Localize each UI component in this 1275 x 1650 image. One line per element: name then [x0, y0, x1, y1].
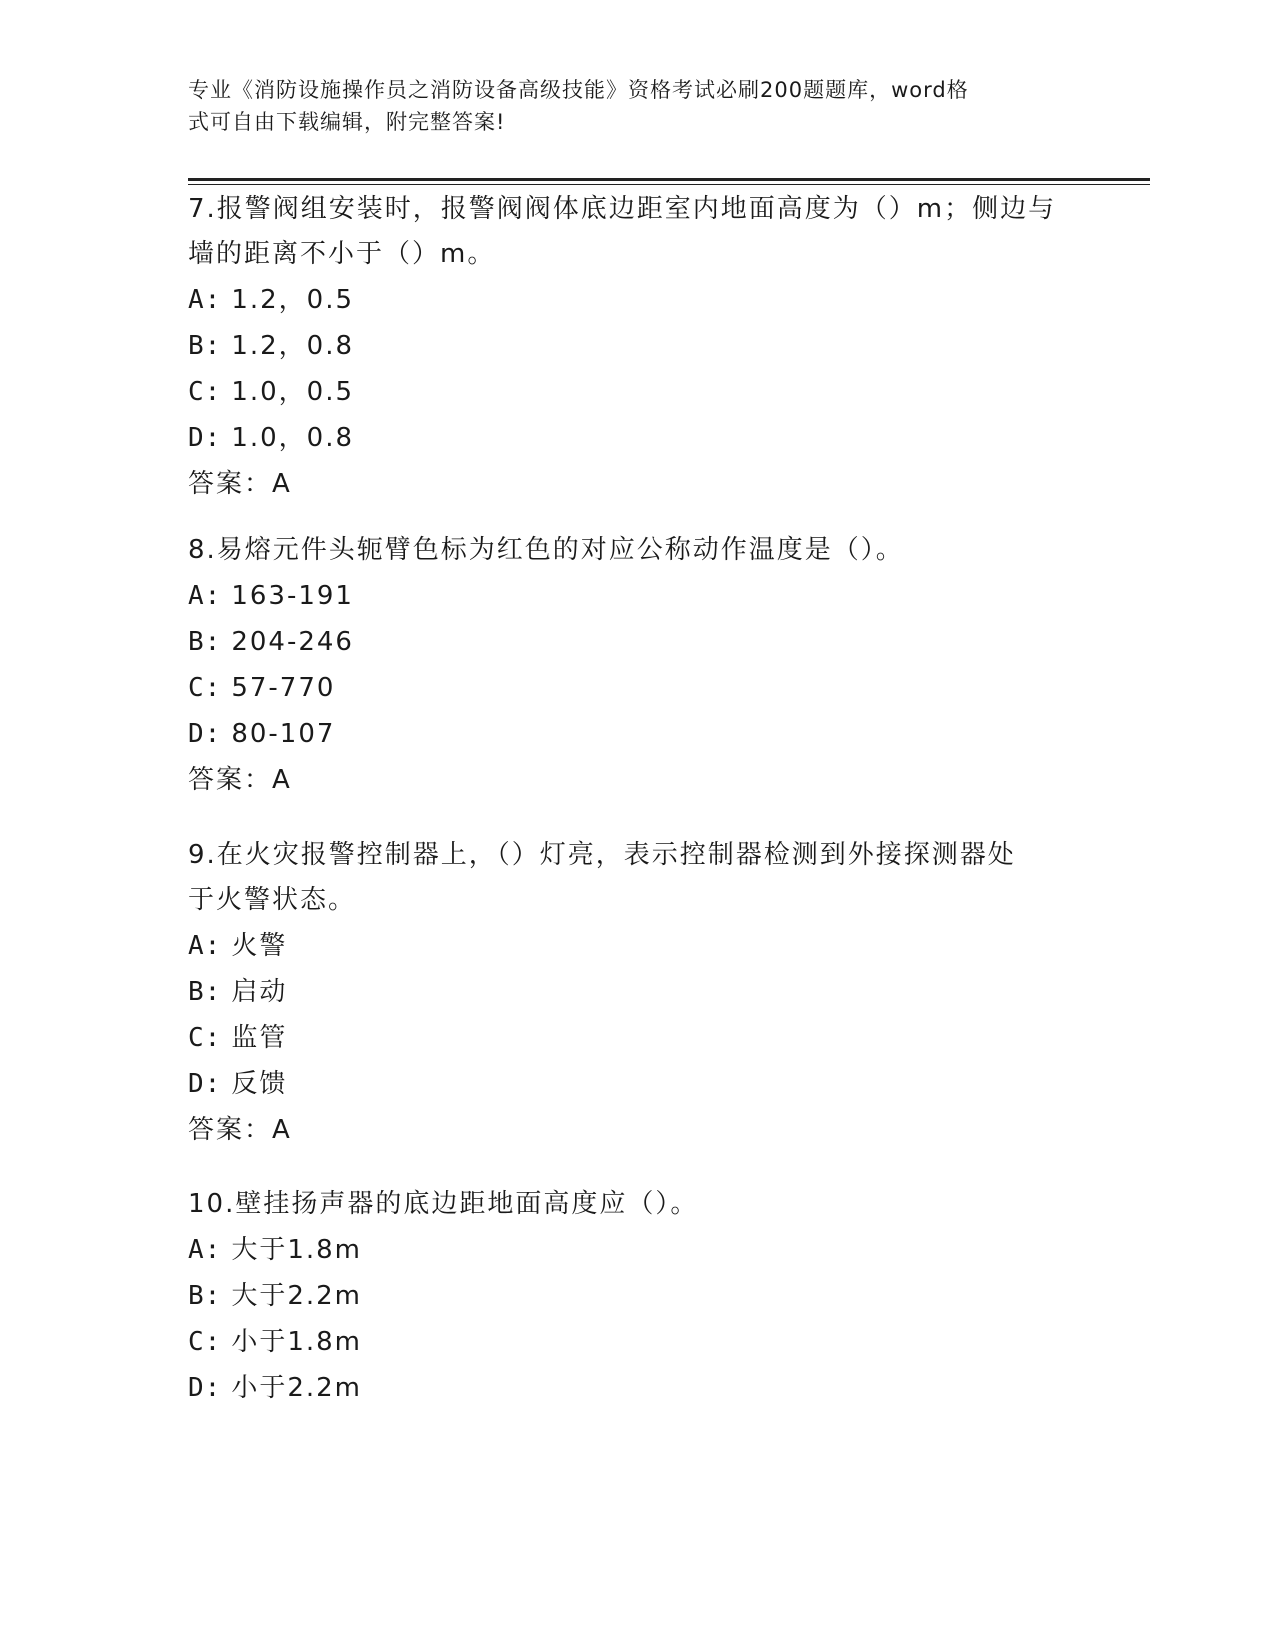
option-letter: A: — [188, 1235, 222, 1265]
option-text: 1.2，0.5 — [231, 285, 355, 315]
option-a — [188, 573, 1088, 619]
option-text: 反馈 — [231, 1069, 288, 1099]
header-line-1: 专业《消防设施操作员之消防设备高级技能》资格考试必刷200题题库，word格 — [188, 78, 969, 102]
option-text: 火警 — [231, 931, 288, 961]
option-letter: B: — [188, 627, 222, 657]
option-c — [188, 1319, 1088, 1365]
question-stem: 7.报警阀组安装时，报警阀阀体底边距室内地面高度为（）m；侧边与 — [188, 194, 1057, 224]
answer: 答案：A — [188, 1115, 292, 1145]
question-stem-cont: 于火警状态。 — [188, 885, 357, 915]
option-d — [188, 415, 1088, 461]
option-a — [188, 1227, 1088, 1273]
option-letter: A: — [188, 581, 222, 611]
option-letter: B: — [188, 1281, 222, 1311]
option-letter: C: — [188, 1023, 222, 1053]
option-d — [188, 711, 1088, 757]
question-8 — [188, 528, 1088, 803]
option-text: 204-246 — [231, 627, 354, 657]
option-text: 小于2.2m — [231, 1373, 362, 1403]
answer: 答案：A — [188, 765, 292, 795]
option-letter: D: — [188, 1069, 222, 1099]
option-letter: D: — [188, 423, 222, 453]
document-header — [188, 74, 1068, 138]
option-letter: D: — [188, 719, 222, 749]
option-text: 大于2.2m — [231, 1281, 362, 1311]
option-b — [188, 1273, 1088, 1319]
option-letter: C: — [188, 673, 222, 703]
option-c — [188, 665, 1088, 711]
option-letter: B: — [188, 977, 222, 1007]
option-letter: A: — [188, 285, 222, 315]
question-stem-cont: 墙的距离不小于（）m。 — [188, 239, 496, 269]
option-text: 小于1.8m — [231, 1327, 362, 1357]
option-text: 启动 — [231, 977, 288, 1007]
option-letter: C: — [188, 377, 222, 407]
option-letter: C: — [188, 1327, 222, 1357]
option-text: 1.2，0.8 — [231, 331, 355, 361]
question-stem: 8.易熔元件头轭臂色标为红色的对应公称动作温度是（）。 — [188, 535, 904, 565]
question-9 — [188, 833, 1088, 1153]
option-text: 大于1.8m — [231, 1235, 362, 1265]
header-divider-thin — [188, 184, 1150, 185]
option-b — [188, 969, 1088, 1015]
answer: 答案：A — [188, 469, 292, 499]
question-7 — [188, 187, 1088, 507]
option-letter: D: — [188, 1373, 222, 1403]
option-b — [188, 619, 1088, 665]
option-a — [188, 277, 1088, 323]
option-text: 1.0，0.5 — [231, 377, 355, 407]
option-b — [188, 323, 1088, 369]
option-text: 163-191 — [231, 581, 354, 611]
header-line-2: 式可自由下载编辑，附完整答案! — [188, 110, 506, 134]
header-divider-thick — [188, 178, 1150, 181]
option-c — [188, 1015, 1088, 1061]
option-text: 57-770 — [231, 673, 336, 703]
option-c — [188, 369, 1088, 415]
option-a — [188, 923, 1088, 969]
question-stem: 9.在火灾报警控制器上，（）灯亮，表示控制器检测到外接探测器处 — [188, 840, 1016, 870]
question-stem: 10.壁挂扬声器的底边距地面高度应（）。 — [188, 1189, 699, 1219]
question-10 — [188, 1182, 1088, 1411]
option-text: 1.0，0.8 — [231, 423, 355, 453]
option-letter: A: — [188, 931, 222, 961]
option-text: 监管 — [231, 1023, 288, 1053]
option-d — [188, 1061, 1088, 1107]
option-text: 80-107 — [231, 719, 336, 749]
option-letter: B: — [188, 331, 222, 361]
option-d — [188, 1365, 1088, 1411]
